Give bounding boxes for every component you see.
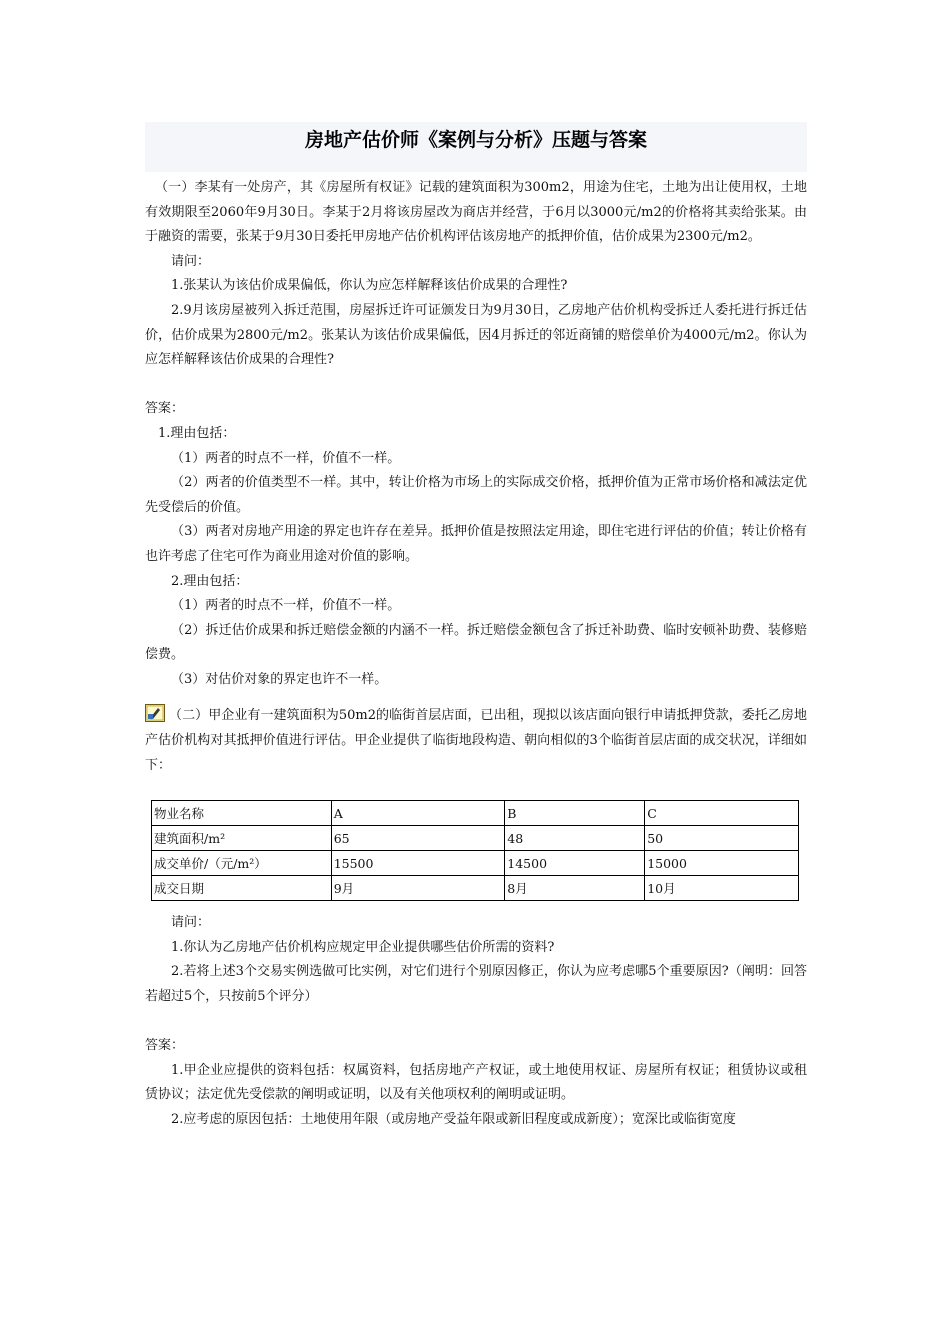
case1-answer-label: 答案： (145, 401, 185, 417)
table-header-cell: A (331, 801, 505, 826)
comparable-sales-table (151, 800, 799, 901)
table-row (152, 876, 799, 901)
table-header-cell: 物业名称 (152, 801, 332, 826)
table-header-cell: B (505, 801, 645, 826)
table-cell: 65 (331, 826, 505, 851)
case2-ask-label: 请问： (171, 915, 211, 931)
table-cell: 8月 (505, 876, 645, 901)
table-cell: 15000 (645, 851, 799, 876)
case1-answer-1-item-1: （1）两者的时点不一样，价值不一样。 (171, 450, 401, 466)
case1-answer-2-item-1: （1）两者的时点不一样，价值不一样。 (171, 598, 401, 614)
case1-answer-2-head: 2.理由包括： (171, 573, 249, 589)
table-row (152, 826, 799, 851)
case1-intro: （一）李某有一处房产，其《房屋所有权证》记载的建筑面积为300m2，用途为住宅，土地为出让使用权，土地有效期限至2060年9月30日。李某于2月将该房屋改为商店并经营，于6月以3000元/m2的价格将其卖给张某。由于融资的需要，张某于9月30日委托甲房地产估价机构评估该房地产的抵押价值，估价成果为2300元/m2。 (145, 180, 807, 245)
table-cell: 建筑面积/m² (152, 826, 332, 851)
table-row (152, 851, 799, 876)
case1-question-1: 1.张某认为该估价成果偏低，你认为应怎样解释该估价成果的合理性? (171, 278, 568, 294)
case1-answer-1-item-3: （3）两者对房地产用途的界定也许存在差异。抵押价值是按照法定用途，即住宅进行评估的价值；转让价格有也许考虑了住宅可作为商业用途对价值的影响。 (145, 524, 807, 564)
table-cell: 成交单价/（元/m²） (152, 851, 332, 876)
table-cell: 50 (645, 826, 799, 851)
case2-answer-2: 2.应考虑的原因包括：土地使用年限（或房地产受益年限或新旧程度或成新度）；宽深比或临街宽度 (171, 1112, 736, 1127)
case2-intro: （二）甲企业有一建筑面积为50m2的临街首层店面，已出租，现拟以该店面向银行申请抵押贷款，委托乙房地产估价机构对其抵押价值进行评估。甲企业提供了临街地段构造、朝向相似的3个临街首层店面的成交状况，详细如下： (145, 708, 807, 773)
page-title: 房地产估价师《案例与分析》压题与答案 (304, 129, 647, 151)
case2-intro-line (145, 704, 807, 778)
pencil-note-icon (145, 704, 165, 722)
table-header-row (152, 801, 799, 826)
document-body (145, 176, 807, 1133)
table-cell: 15500 (331, 851, 505, 876)
table-cell: 48 (505, 826, 645, 851)
case1-question-2: 2.9月该房屋被列入拆迁范围，房屋拆迁许可证颁发日为9月30日，乙房地产估价机构受拆迁人委托进行拆迁估价，估价成果为2800元/m2。张某认为该估价成果偏低，因4月拆迁的邻近商铺的赔偿单价为4000元/m2。你认为应怎样解释该估价成果的合理性? (145, 302, 807, 368)
case1-answer-2-item-2: （2）拆迁估价成果和拆迁赔偿金额的内涵不一样。拆迁赔偿金额包含了拆迁补助费、临时安顿补助费、装修赔偿费。 (145, 622, 807, 663)
table-cell: 9月 (331, 876, 505, 901)
case1-ask-label: 请问： (171, 253, 211, 269)
case2-answer-label: 答案： (145, 1038, 185, 1054)
case2-question-1: 1.你认为乙房地产估价机构应规定甲企业提供哪些估价所需的资料? (171, 939, 555, 955)
table-cell: 14500 (505, 851, 645, 876)
case2-answer-1: 1.甲企业应提供的资料包括：权属资料，包括房地产产权证，或土地使用权证、房屋所有权证；租赁协议或租赁协议；法定优先受偿款的阐明或证明，以及有关他项权利的阐明或证明。 (145, 1062, 807, 1103)
table-header-cell: C (645, 801, 799, 826)
case1-answer-1-item-2: （2）两者的价值类型不一样。其中，转让价格为市场上的实际成交价格，抵押价值为正常市场价格和减法定优先受偿后的价值。 (145, 475, 807, 515)
table-cell: 成交日期 (152, 876, 332, 901)
case2-question-2: 2.若将上述3个交易实例选做可比实例，对它们进行个别原因修正，你认为应考虑哪5个重要原因?（阐明：回答若超过5个，只按前5个评分） (145, 964, 807, 1005)
table-cell: 10月 (645, 876, 799, 901)
case1-answer-2-item-3: （3）对估价对象的界定也许不一样。 (171, 671, 388, 687)
case1-answer-1-head: 1.理由包括： (158, 425, 236, 441)
